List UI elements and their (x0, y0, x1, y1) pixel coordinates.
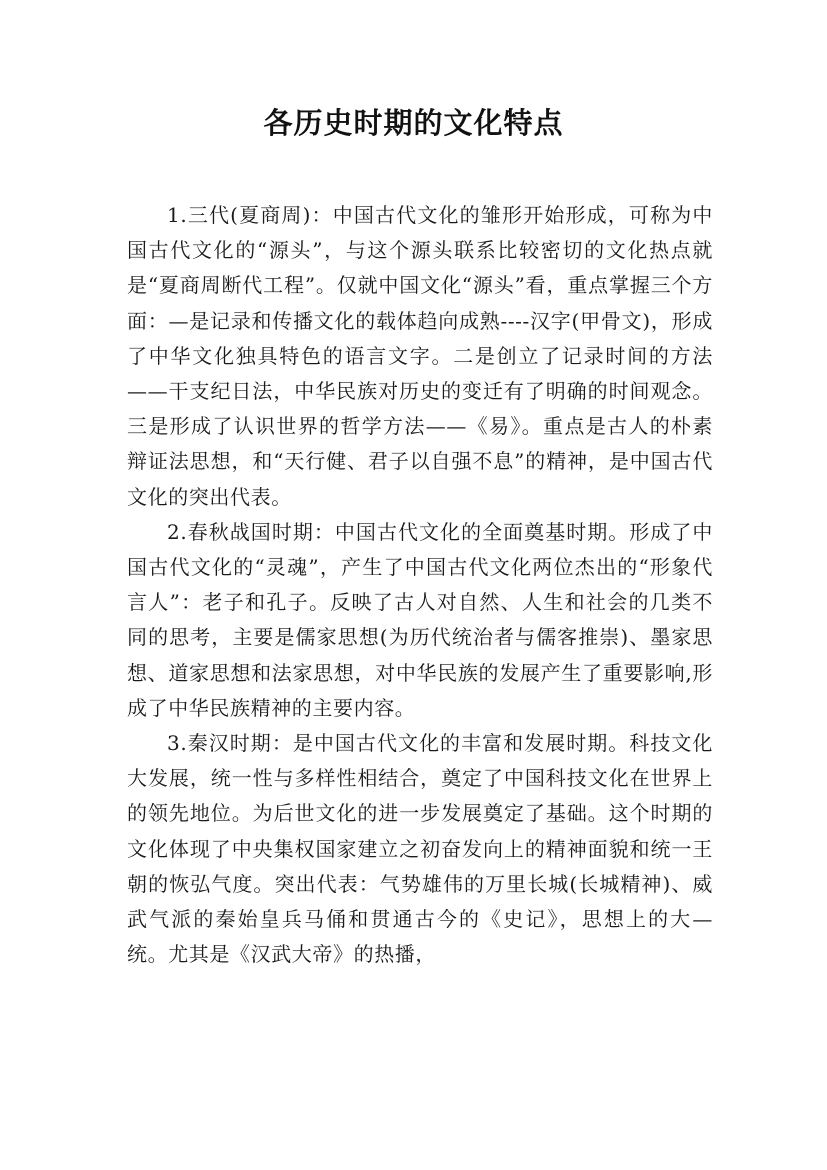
paragraph-xia-shang-zhou: 1.三代(夏商周)：中国古代文化的雏形开始形成，可称为中国古代文化的“源头”，与这个源头联系比较密切的文化热点就是“夏商周断代工程”。仅就中国文化“源头”看，重点掌握三个方面：—是记录和传播文化的载体趋向成熟----汉字(甲骨文)，形成了中华文化独具特色的语言文字。二是创立了记录时间的方法——干支纪日法，中华民族对历史的变迁有了明确的时间观念。三是形成了认识世界的哲学方法——《易》。重点是古人的朴素辩证法思想，和“天行健、君子以自强不息”的精神，是中国古代文化的突出代表。 (127, 203, 713, 509)
page-title: 各历史时期的文化特点 (263, 106, 564, 140)
paragraph-qin-han: 3.秦汉时期：是中国古代文化的丰富和发展时期。科技文化大发展，统一性与多样性相结合，奠定了中国科技文化在世界上的领先地位。为后世文化的进一步发展奠定了基础。这个时期的文化体现了中央集权国家建立之初奋发向上的精神面貌和统一王朝的恢弘气度。突出代表：气势雄伟的万里长城(长城精神)、威武气派的秦始皇兵马俑和贯通古今的《史记》，思想上的大—统。尤其是《汉武大帝》的热播， (127, 731, 713, 967)
document-body (127, 198, 713, 972)
paragraph-spring-autumn-warring-states: 2.春秋战国时期：中国古代文化的全面奠基时期。形成了中国古代文化的“灵魂”，产生了中国古代文化两位杰出的“形象代言人”：老子和孔子。反映了古人对自然、人生和社会的几类不同的思考，主要是儒家思想(为历代统治者与儒客推崇)、墨家思想、道家思想和法家思想，对中华民族的发展产生了重要影响,形成了中华民族精神的主要内容。 (127, 519, 713, 720)
